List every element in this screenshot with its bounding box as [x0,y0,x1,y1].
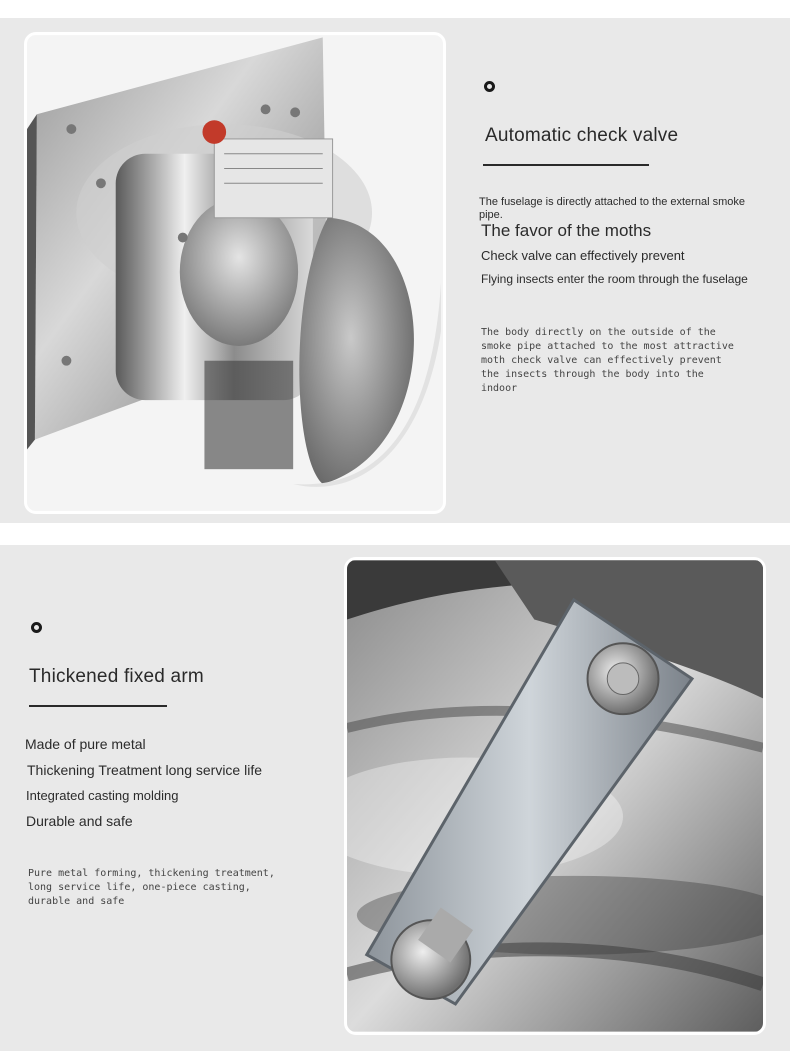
feature-subheading: The favor of the moths [481,221,652,240]
paragraph-line: durable and safe [28,896,125,907]
paragraph-line: smoke pipe attached to the most attractive [481,341,734,352]
feature-line: Flying insects enter the room through the fuselage [481,272,748,286]
feature-line: Made of pure metal [25,736,146,752]
section-heading: Thickened fixed arm [29,666,204,687]
feature-line: Thickening Treatment long service life [27,762,262,778]
paragraph-line: The body directly on the outside of the [481,327,716,338]
fixed-arm-section [0,545,790,1051]
paragraph-line: the insects through the body into the [481,369,704,380]
feature-line: Durable and safe [26,813,133,829]
exhaust-fan-illustration [27,35,443,511]
exhaust-fan-check-valve-photo [24,32,446,514]
heading-underline [483,164,649,166]
feature-line: Integrated casting molding [26,788,179,803]
fixed-arm-closeup-photo [344,557,766,1035]
feature-line: pipe. [479,209,503,221]
bullet-circle-icon [484,81,495,92]
section-heading: Automatic check valve [485,125,679,146]
description-paragraph [28,867,275,909]
feature-line: Check valve can effectively prevent [481,248,685,263]
heading-underline [29,705,167,707]
paragraph-line: indoor [481,383,518,394]
description-paragraph [481,326,734,396]
fixed-arm-illustration [347,560,763,1032]
bullet-circle-icon [31,622,42,633]
feature-line: The fuselage is directly attached to the external smoke [479,196,745,208]
paragraph-line: moth check valve can effectively prevent [481,355,722,366]
check-valve-section [0,18,790,523]
paragraph-line: long service life, one-piece casting, [28,882,251,893]
paragraph-line: Pure metal forming, thickening treatment, [28,868,275,879]
